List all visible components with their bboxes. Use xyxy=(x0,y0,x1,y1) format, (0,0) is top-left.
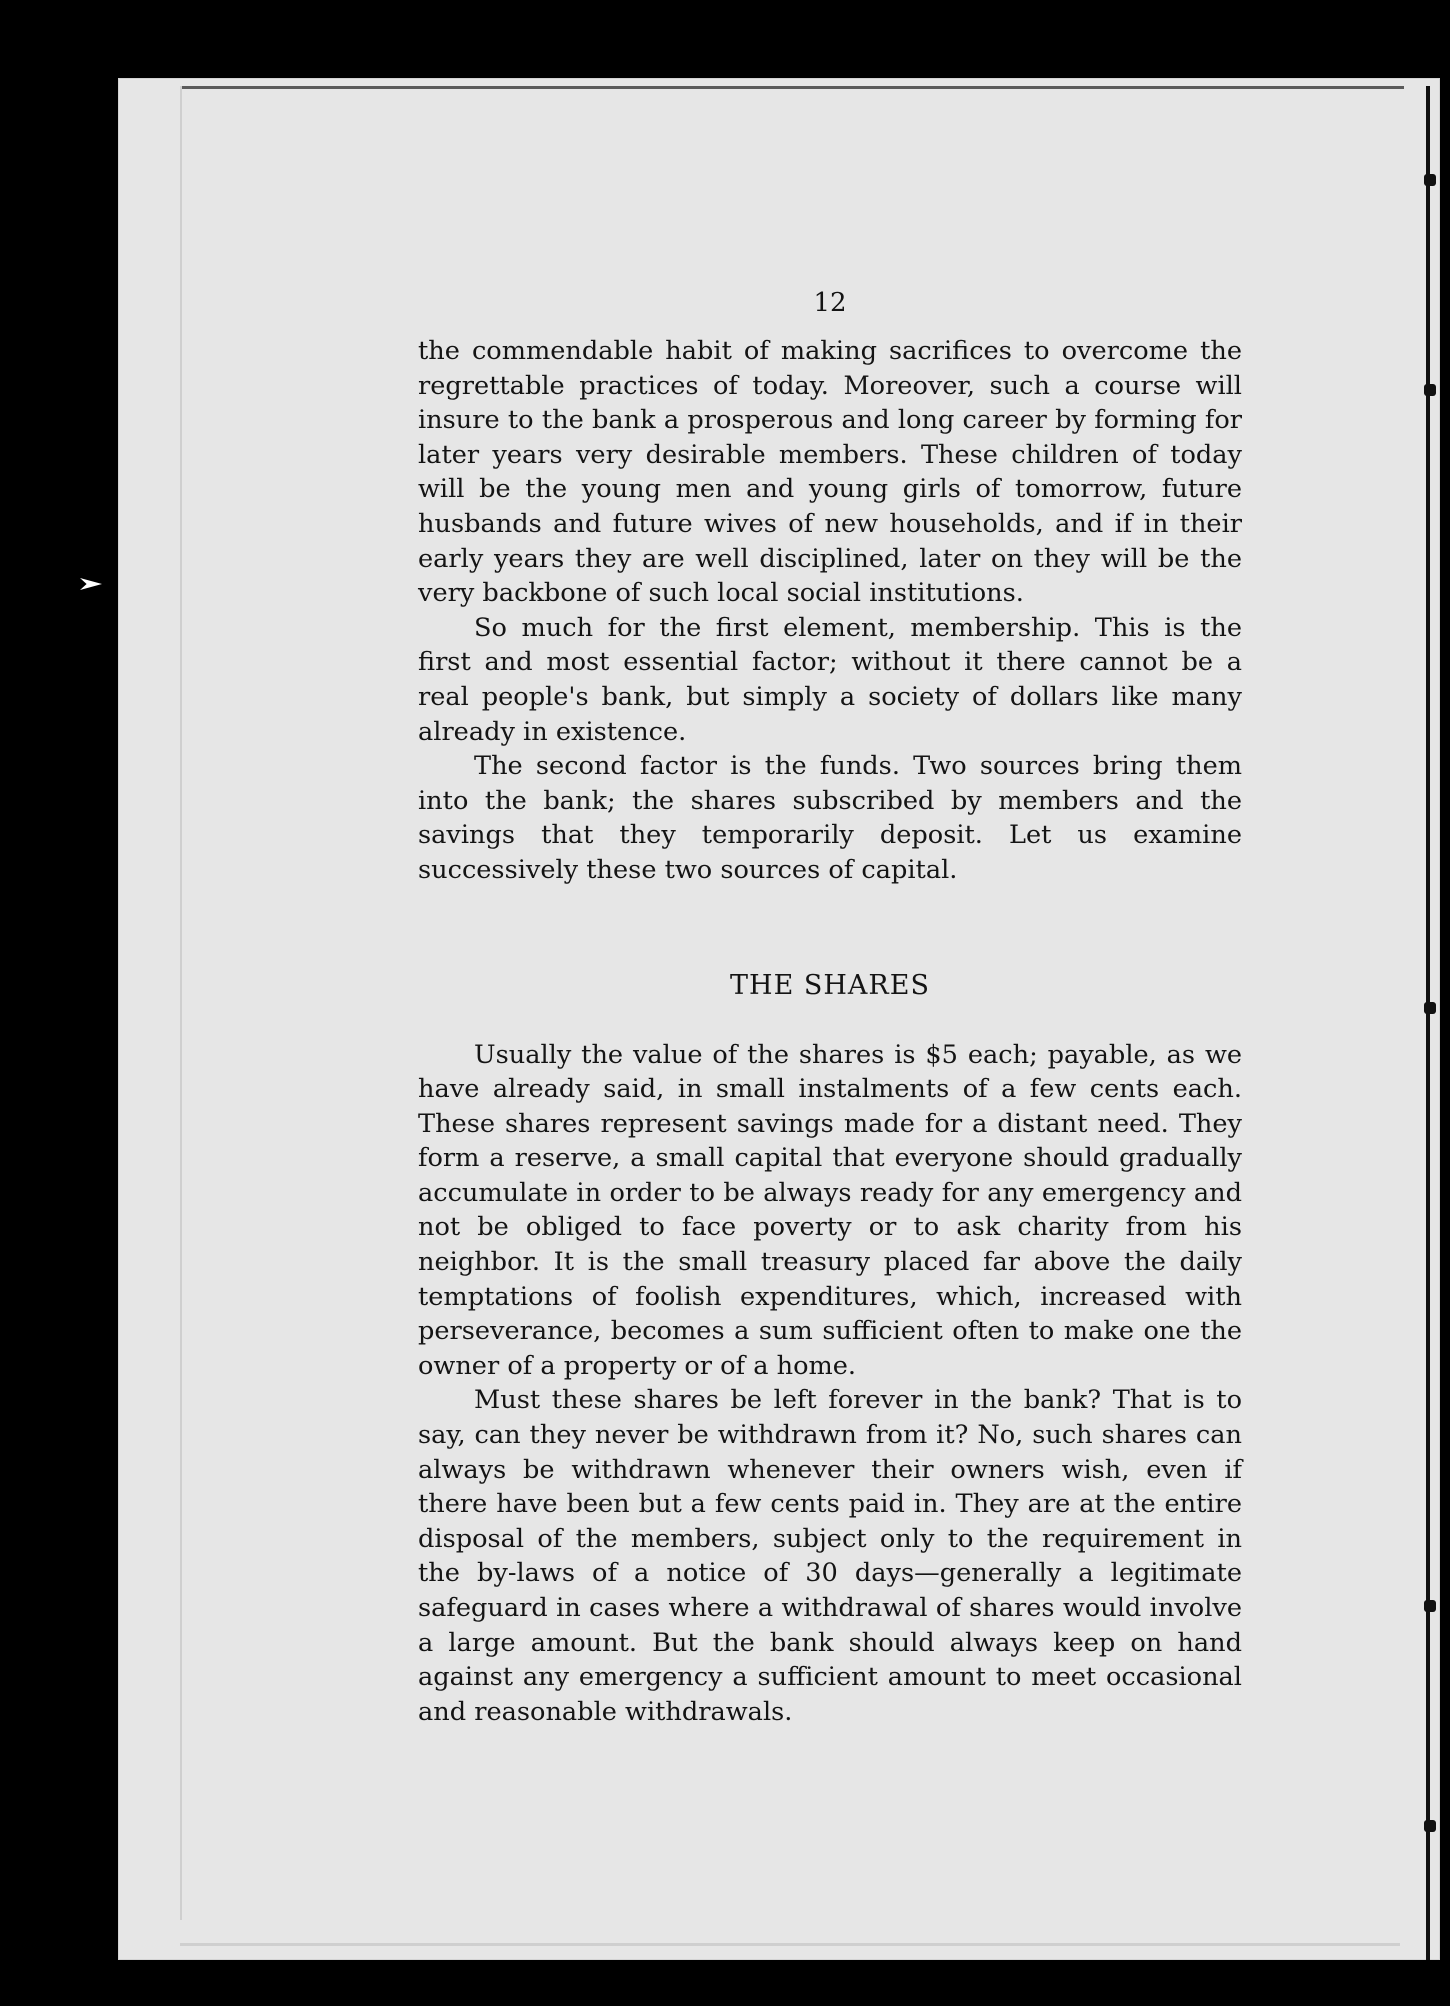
paragraph: So much for the first element, membership. This is the first and most essential factor; without it there cannot be a real people's bank, but simply a society of dollars like many already in existence. xyxy=(418,612,1242,747)
page-left-edge xyxy=(180,86,182,1920)
page-number: 12 xyxy=(813,288,847,318)
page-bottom-edge xyxy=(180,1943,1400,1946)
page-text xyxy=(418,280,1242,1729)
paragraph: Usually the value of the shares is $5 each; payable, as we have already said, in small instalments of a few cents each. These shares represent savings made for a distant need. They form a reserve, a small capital that everyone should gradually accumulate in order to be always ready for any emergency and not be obliged to face poverty or to ask charity from his neighbor. It is the small treasury placed far above the daily temptations of foolish expenditures, which, increased with perseverance, becomes a sum sufficient often to make one the owner of a property or of a home. xyxy=(418,1039,1242,1381)
binding-mark xyxy=(1424,1600,1436,1612)
binding-spine xyxy=(1426,86,1430,1960)
paragraph: the commendable habit of making sacrifices to overcome the regrettable practices of today. Moreover, such a course will insure to the bank a prosperous and long career by forming for later years very desirable members. These children of today will be the young men and young girls of tomorrow, future husbands and future wives of new households, and if in their early years they are well disciplined, later on they will be the very backbone of such local social institutions. xyxy=(418,336,1242,609)
paragraph: The second factor is the funds. Two sources bring them into the bank; the shares subscribed by members and the savings that they temporarily deposit. Let us examine successively these two sources of capital. xyxy=(418,751,1242,885)
scan-speck xyxy=(80,578,102,590)
binding-mark xyxy=(1424,1002,1436,1014)
binding-mark xyxy=(1424,1820,1436,1832)
section-heading: THE SHARES xyxy=(730,969,930,1001)
binding-mark xyxy=(1424,174,1436,186)
binding-mark xyxy=(1424,384,1436,396)
paragraph: Must these shares be left forever in the bank? That is to say, can they never be withdrawn from it? No, such shares can always be withdrawn whenever their owners wish, even if there have been but a few cents paid in. They are at the entire disposal of the members, subject only to the requirement in the by-laws of a notice of 30 days—generally a legitimate safeguard in cases where a withdrawal of shares would involve a large amount. But the bank should always keep on hand against any emergency a sufficient amount to meet occasional and reasonable withdrawals. xyxy=(418,1385,1242,1727)
page-top-rule xyxy=(180,86,1404,89)
